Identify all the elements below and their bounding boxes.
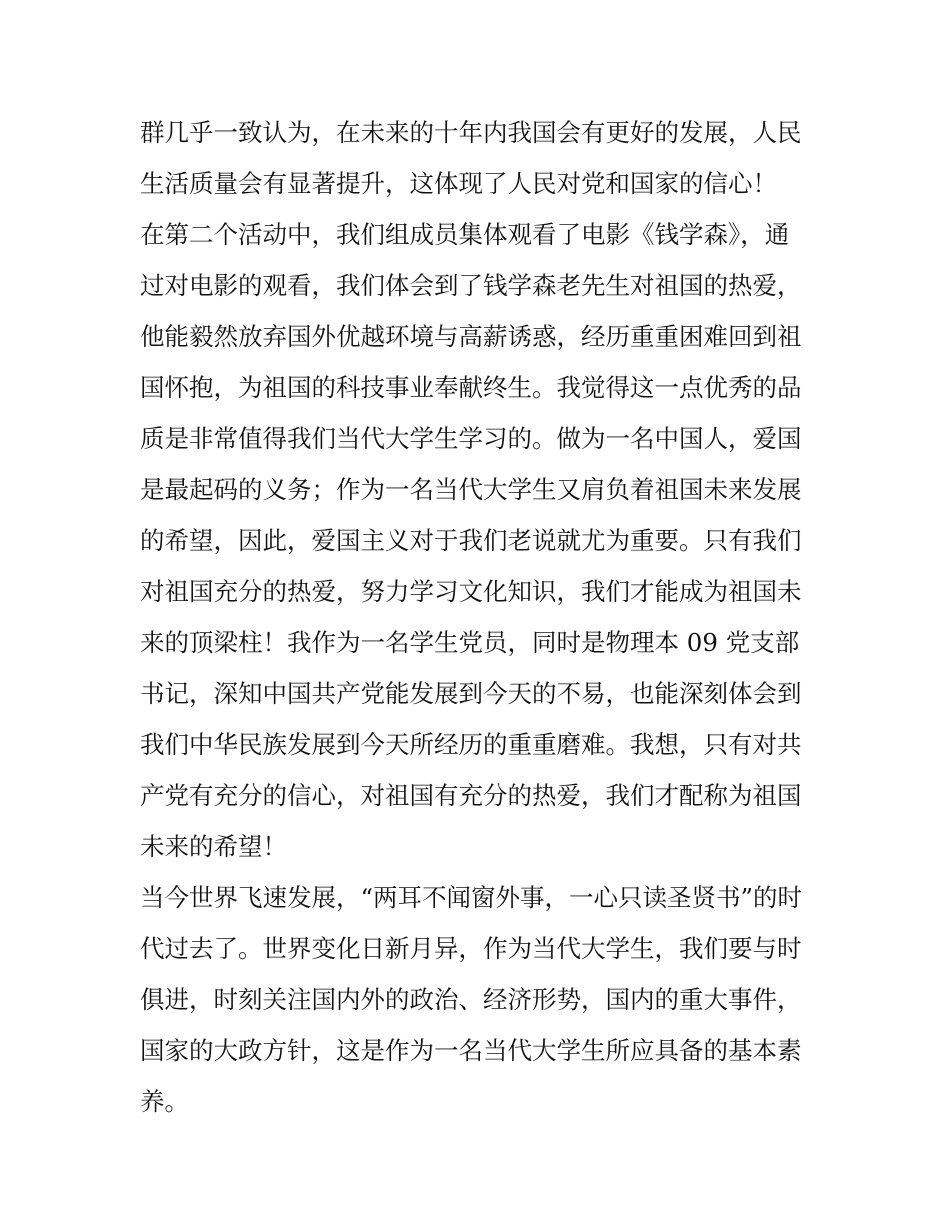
text-line: 对祖国充分的热爱，努力学习文化知识，我们才能成为祖国未 [140, 577, 802, 606]
text-line: 俱进，时刻关注国内外的政治、经济形势，国内的重大事件， [140, 985, 802, 1014]
text-line: 过对电影的观看，我们体会到了钱学森老先生对祖国的热爱， [140, 271, 802, 300]
text-line: 来的顶梁柱！我作为一名学生党员，同时是物理本 09 党支部 [140, 628, 800, 657]
text-line: 未来的希望！ [140, 832, 287, 861]
text-line: 产党有充分的信心，对祖国有充分的热爱，我们才配称为祖国 [140, 781, 802, 810]
text-line: 代过去了。世界变化日新月异，作为当代大学生，我们要与时 [140, 934, 802, 963]
text-line: 国家的大政方针，这是作为一名当代大学生所应具备的基本素 [140, 1036, 802, 1065]
text-line: 他能毅然放弃国外优越环境与高薪诱惑，经历重重困难回到祖 [140, 322, 802, 351]
text-line: 的希望，因此，爱国主义对于我们老说就尤为重要。只有我们 [140, 526, 802, 555]
text-line: 质是非常值得我们当代大学生学习的。做为一名中国人，爱国 [140, 424, 802, 453]
document-body [140, 107, 820, 1127]
text-line: 当今世界飞速发展，“两耳不闻窗外事，一心只读圣贤书”的时 [140, 883, 803, 912]
text-line: 生活质量会有显著提升，这体现了人民对党和国家的信心！ [140, 169, 777, 198]
text-line: 是最起码的义务；作为一名当代大学生又肩负着祖国未来发展 [140, 475, 802, 504]
text-line: 国怀抱，为祖国的科技事业奉献终生。我觉得这一点优秀的品 [140, 373, 802, 402]
text-line: 书记，深知中国共产党能发展到今天的不易，也能深刻体会到 [140, 679, 802, 708]
text-line: 养。 [140, 1087, 189, 1116]
text-line: 在第二个活动中，我们组成员集体观看了电影《钱学森》，通 [140, 220, 790, 249]
text-line: 群几乎一致认为，在未来的十年内我国会有更好的发展，人民 [140, 118, 802, 147]
text-line: 我们中华民族发展到今天所经历的重重磨难。我想，只有对共 [140, 730, 802, 759]
